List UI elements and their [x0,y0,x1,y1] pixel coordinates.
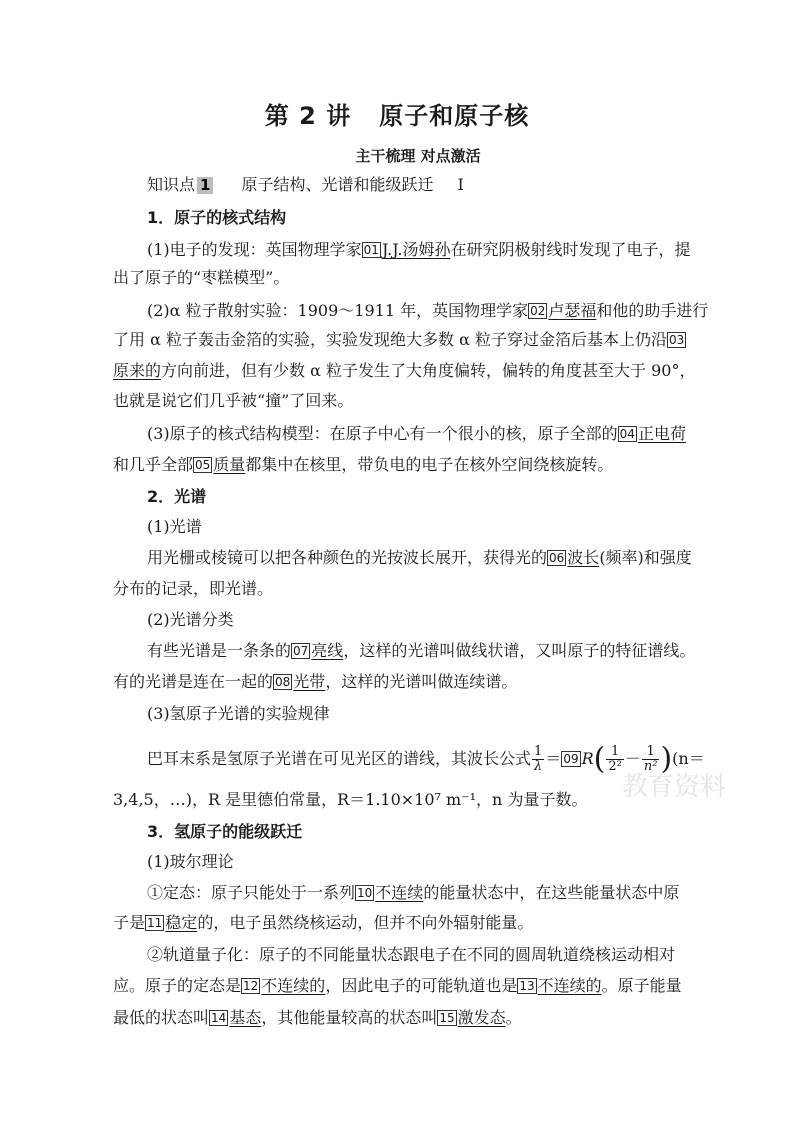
answer-text: 卢瑟福 [548,301,597,320]
paragraph-line [147,424,686,444]
answer-text: 原来的 [113,361,162,380]
text: ，这样的光谱叫做连续谱。 [325,672,518,691]
denominator: 2² [608,759,622,774]
knowledge-point-number-badge: 1 [197,177,213,194]
paragraph-line [113,330,687,350]
paragraph-line [113,913,533,933]
text: 巴耳末系是氢原子光谱在可见光区的谱线，其波长公式 [147,749,532,768]
knowledge-point-label: 知识点 [147,175,196,194]
answer-number-badge: 13 [519,979,535,993]
subheading: (1)玻尔理论 [147,852,234,871]
text: 方向前进，但有少数 α 粒子发生了大角度偏转，偏转的角度甚至大于 90°， [161,361,696,380]
answer-text: 亮线 [311,641,344,660]
text: 的能量状态中，在这些能量状态中原 [423,883,680,902]
answer-number-badge: 14 [211,1011,227,1025]
text: 。 [505,1008,522,1027]
answer-text: 基态 [229,1008,262,1027]
numerator: 1 [606,745,623,760]
answer-text: J.J.汤姆孙 [381,240,451,259]
paragraph-line [147,548,692,568]
text: ，因此电子的可能轨道也是 [325,976,518,995]
paragraph-line: 3,4,5，…)，R 是里德伯常量，R＝1.10×10⁷ m⁻¹，n 为量子数。 [113,790,588,809]
equals-sign: ＝ [545,749,562,768]
text: 都集中在核里，带负电的电子在核外空间绕核旋转。 [245,455,614,474]
subheading: (2)光谱分类 [147,610,234,629]
denominator: n² [643,759,658,774]
text: 最低的状态叫 [113,1008,210,1027]
paragraph-line: 分布的记录，即光谱。 [113,579,274,598]
paragraph-line [113,1008,522,1028]
numerator: 1 [642,745,660,760]
fraction-one-over-lambda [532,745,544,774]
answer-text: 稳定 [165,913,198,932]
subheading: (3)氢原子光谱的实验规律 [147,704,330,723]
text: 子是 [113,913,146,932]
answer-number-badge: 05 [195,458,211,472]
lesson-number: 第 2 讲 [264,102,352,130]
text: (n＝ [672,749,705,768]
subheading: (1)光谱 [147,517,202,536]
paragraph-line [147,641,695,661]
answer-text: 波长 [567,548,600,567]
text: 了用 α 粒子轰击金箔的实验，实验发现绝大多数 α 粒子穿过金箔后基本上仍沿 [113,330,667,349]
paragraph-line: 也就是说它们几乎被“撞”了回来。 [113,391,354,410]
knowledge-point-title: 原子结构、光谱和能级跃迁 [241,175,434,194]
knowledge-point-level: Ⅰ [457,175,464,194]
left-paren: ( [593,741,606,777]
text: 在研究阴极射线时发现了电子，提 [450,240,691,259]
paragraph-line [147,240,691,260]
answer-number-badge: 06 [549,551,565,565]
page-subtitle: 主干梳理 对点激活 [355,147,481,165]
text: (2)α 粒子散射实验：1909～1911 年，英国物理学家 [147,301,529,320]
rydberg-symbol: R [581,749,594,768]
paragraph-line [147,301,708,321]
text: 的，电子虽然绕核运动，但并不向外辐射能量。 [197,913,534,932]
knowledge-point-line [147,175,464,195]
text: 用光栅或棱镜可以把各种颜色的光按波长展开，获得光的 [147,548,548,567]
answer-number-badge: 04 [619,427,635,441]
answer-text: 质量 [213,455,246,474]
text: ，这样的光谱叫做线状谱，又叫原子的特征谱线。 [343,641,696,660]
denominator: λ [534,759,543,774]
paragraph-line: ②轨道量子化：原子的不同能量状态跟电子在不同的圆周轨道绕核运动相对 [147,945,676,964]
text: (频率)和强度 [599,548,692,567]
minus-sign: － [624,749,641,768]
answer-number-badge: 12 [243,979,259,993]
paragraph-line [113,976,682,996]
answer-number-badge: 02 [530,304,546,318]
text: 和几乎全部 [113,455,194,474]
section-3-heading: 3．氢原子的能级跃迁 [147,822,303,841]
paragraph-line [147,883,679,903]
text: 应。原子的定态是 [113,976,242,995]
text: 。原子能量 [601,976,682,995]
section-2-heading: 2．光谱 [147,487,207,506]
text: (1)电子的发现：英国物理学家 [147,240,362,259]
section-1-heading: 1．原子的核式结构 [147,208,287,227]
text: ，其他能量较高的状态叫 [261,1008,438,1027]
paragraph-line [113,361,695,381]
text: 和他的助手进行 [596,301,709,320]
answer-number-badge: 01 [363,243,379,257]
paragraph-line [113,672,517,692]
answer-text: 激发态 [457,1008,506,1027]
answer-text: 光带 [293,672,326,691]
text: 有些光谱是一条条的 [147,641,292,660]
right-paren: ) [660,741,673,777]
answer-text: 不连续 [375,883,424,902]
paragraph-line [113,455,613,475]
answer-number-badge: 03 [668,333,685,347]
answer-number-badge: 07 [293,644,309,658]
text: 有的光谱是连在一起的 [113,672,274,691]
paragraph-line: 出了原子的“枣糕模型”。 [113,268,290,287]
watermark: 教育资料 [622,772,727,802]
answer-number-badge: 15 [439,1011,455,1025]
answer-number-badge: 10 [357,886,373,900]
answer-text: 不连续的 [537,976,602,995]
answer-number-badge: 08 [275,675,291,689]
text: ①定态：原子只能处于一系列 [147,883,356,902]
answer-number-badge: 09 [563,752,579,766]
answer-text: 不连续的 [261,976,326,995]
lesson-title: 原子和原子核 [379,102,530,130]
answer-number-badge: 11 [147,916,163,930]
text: (3)原子的核式结构模型：在原子中心有一个很小的核，原子全部的 [147,424,618,443]
page-title [0,96,794,131]
answer-text: 正电荷 [637,424,686,443]
numerator: 1 [534,744,543,759]
